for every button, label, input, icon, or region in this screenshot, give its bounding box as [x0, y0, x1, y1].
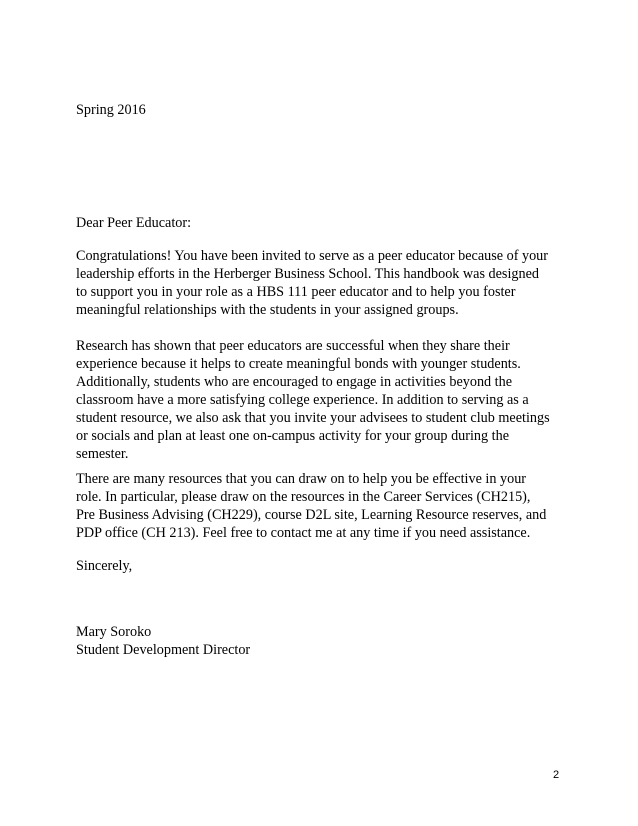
letter-date: Spring 2016 [76, 102, 146, 118]
paragraph-line: Pre Business Advising (CH229), course D2L site, Learning Resource reserves, and [76, 507, 547, 523]
paragraph-resources [76, 470, 546, 542]
signer-title: Student Development Director [76, 642, 251, 658]
paragraph-line: classroom have a more satisfying college experience. In addition to serving as a [76, 392, 529, 408]
paragraph-line: student resource, we also ask that you invite your advisees to student club meetings [76, 410, 550, 426]
paragraph-line: role. In particular, please draw on the resources in the Career Services (CH215), [76, 489, 531, 505]
paragraph-line: semester. [76, 446, 129, 462]
paragraph-line: to support you in your role as a HBS 111 peer educator and to help you foster [76, 284, 516, 300]
paragraph-line: Congratulations! You have been invited to serve as a peer educator because of your [76, 248, 548, 264]
letter-salutation: Dear Peer Educator: [76, 215, 192, 231]
paragraph-line: There are many resources that you can draw on to help you be effective in your [76, 471, 527, 487]
signature-block [76, 623, 250, 659]
paragraph-line: Additionally, students who are encouraged to engage in activities beyond the [76, 374, 513, 390]
paragraph-congratulations [76, 247, 548, 319]
paragraph-line: leadership efforts in the Herberger Business School. This handbook was designed [76, 266, 539, 282]
letter-closing: Sincerely, [76, 558, 133, 574]
paragraph-line: PDP office (CH 213). Feel free to contact me at any time if you need assistance. [76, 525, 531, 541]
page-number: 2 [553, 769, 560, 781]
signer-name: Mary Soroko [76, 624, 152, 640]
paragraph-line: or socials and plan at least one on-campus activity for your group during the [76, 428, 509, 444]
paragraph-line: Research has shown that peer educators are successful when they share their [76, 338, 510, 354]
paragraph-research [76, 337, 550, 463]
paragraph-line: experience because it helps to create meaningful bonds with younger students. [76, 356, 521, 372]
paragraph-line: meaningful relationships with the students in your assigned groups. [76, 302, 459, 318]
